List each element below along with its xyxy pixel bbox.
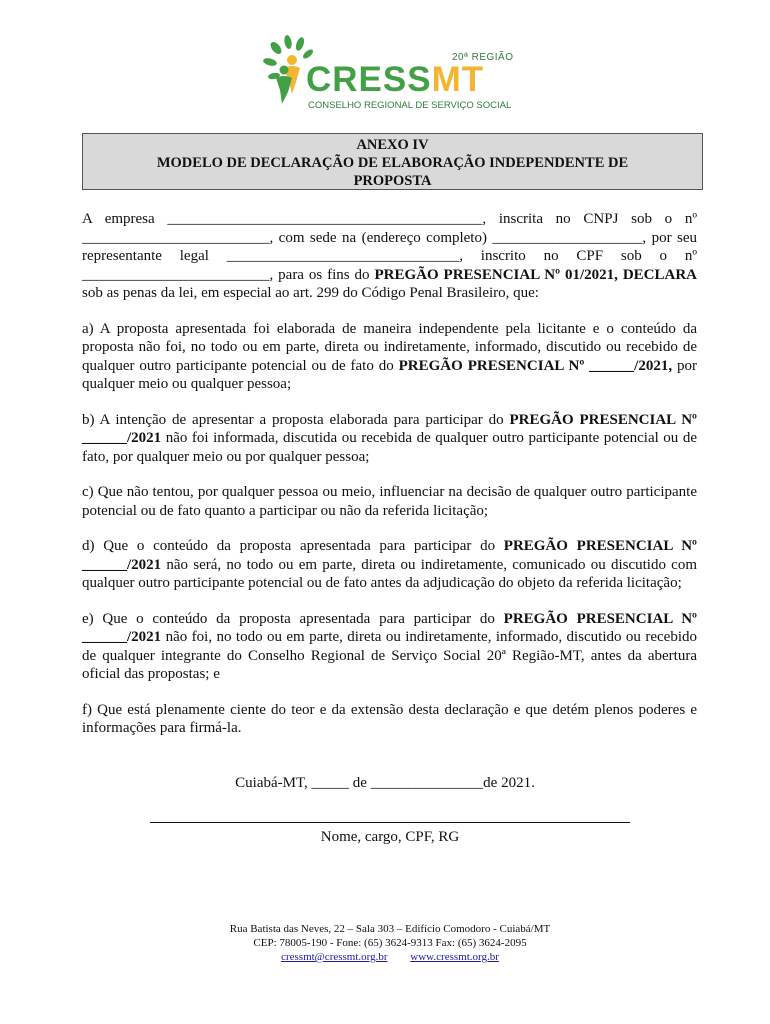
intro-paragraph: A empresa __________________________________________, inscrita no CNPJ sob o nº _________________________, com sede na (endereço completo) ____________________, por seu representante legal _______________________________, inscrito no CPF sob o nº _________________________, para os fins do PREGÃO PRESENCIAL Nº 01/2021, DECLARA sob as penas da lei, em especial ao art. 299 do Código Penal Brasileiro, que: — [82, 211, 698, 301]
footer — [0, 922, 770, 964]
title-line-annex: ANEXO IV — [356, 137, 429, 153]
footer-email-link[interactable]: cressmt@cressmt.org.br — [281, 951, 388, 963]
cress-logo — [262, 34, 522, 118]
place-date-line: Cuiabá-MT, _____ de _______________de 2021. — [235, 775, 535, 791]
signature-caption: Nome, cargo, CPF, RG — [320, 829, 460, 845]
item-c-paragraph: c) Que não tentou, por qualquer pessoa ou meio, influenciar na decisão de qualquer outro participante potencial ou de fato quanto a participar ou não da referida licitação; — [82, 484, 697, 519]
footer-address: Rua Batista das Neves, 22 – Sala 303 – Edifício Comodoro - Cuiabá/MT — [229, 923, 551, 935]
logo-region-label: 20ª REGIÃO — [452, 52, 514, 63]
title-line-proposal: PROPOSTA — [353, 173, 432, 189]
declaration-body — [82, 210, 697, 755]
document-title-box — [82, 133, 703, 190]
logo-brand-name: CRESSMT — [306, 60, 485, 99]
title-line-model: MODELO DE DECLARAÇÃO DE ELABORAÇÃO INDEPENDENTE DE — [156, 155, 629, 171]
item-a-paragraph: a) A proposta apresentada foi elaborada de maneira independente pela licitante e o conteúdo da proposta não foi, no todo ou em parte, direta ou indiretamente, informado, discutido ou recebido de qualquer outro participante potencial ou de fato do PREGÃO PRESENCIAL Nº ______/2021, por qualquer meio ou qualquer pessoa; — [82, 320, 697, 392]
item-f-paragraph: f) Que está plenamente ciente do teor e da extensão desta declaração e que detém plenos poderes e informações para firmá-la. — [82, 701, 697, 736]
signature-line — [150, 822, 630, 823]
item-e-paragraph: e) Que o conteúdo da proposta apresentada para participar do PREGÃO PRESENCIAL Nº ______/2021 não foi, no todo ou em parte, direta ou indiretamente, informado, discutido ou recebido de qualquer integrante do Conselho Regional de Serviço Social 20ª Região-MT, antes da abertura oficial das propostas; e — [82, 610, 697, 682]
logo-subtitle: CONSELHO REGIONAL DE SERVIÇO SOCIAL — [308, 100, 512, 111]
item-b-paragraph: b) A intenção de apresentar a proposta elaborada para participar do PREGÃO PRESENCIAL Nº ______/2021 não foi informada, discutida ou recebida de qualquer outro participante potencial ou de fato, por qualquer meio ou por qualquer pessoa; — [82, 411, 697, 465]
footer-website-link[interactable]: www.cressmt.org.br — [410, 951, 499, 963]
footer-contact: CEP: 78005-190 - Fone: (65) 3624-9313 Fax: (65) 3624-2095 — [253, 937, 527, 949]
item-d-paragraph: d) Que o conteúdo da proposta apresentada para participar do PREGÃO PRESENCIAL Nº ______/2021 não será, no todo ou em parte, direta ou indiretamente, comunicado ou discutido com qualquer outro participante potencial ou de fato antes da adjudicação do objeto da referida licitação; — [82, 538, 697, 591]
footer-links — [0, 950, 770, 964]
